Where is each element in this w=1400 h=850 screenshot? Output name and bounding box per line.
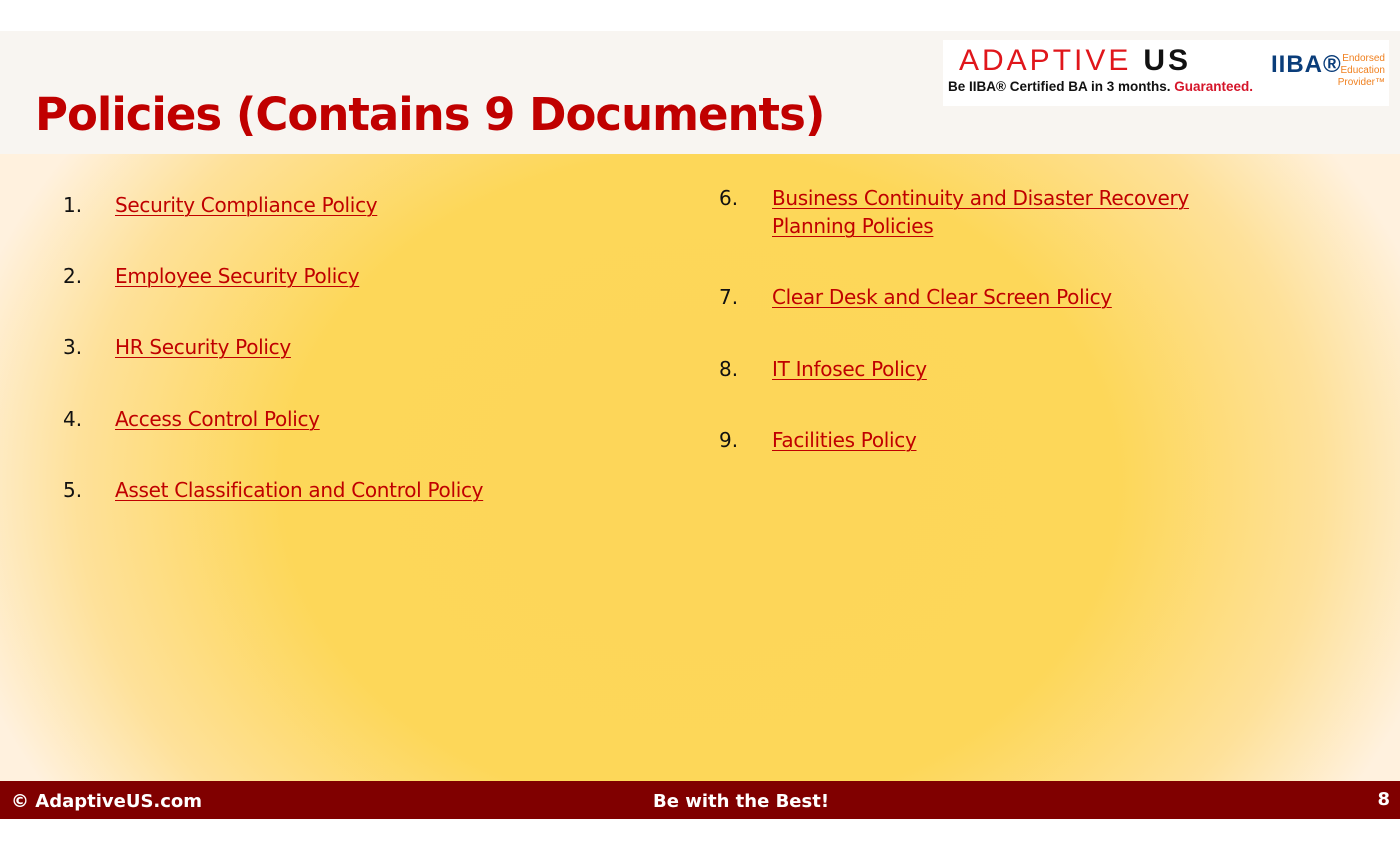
logo-tagline <box>948 78 1253 96</box>
document-link-clear-desk-and-clear-screen-policy[interactable]: Clear Desk and Clear Screen Policy <box>772 285 1112 309</box>
logo-tagline-guaranteed: Guaranteed. <box>1174 79 1254 94</box>
logo-wordmark-us: US <box>1143 44 1192 77</box>
document-link-business-continuity-and-disaster-recovery-planning-policies[interactable]: Business Continuity and Disaster Recovery Planning Policies <box>772 186 1189 238</box>
endorsed-line-2: Education <box>1340 65 1385 76</box>
endorsed-provider-badge <box>1335 53 1385 89</box>
footer-copyright: © AdaptiveUS.com <box>11 791 203 812</box>
document-link-employee-security-policy[interactable]: Employee Security Policy <box>115 264 360 288</box>
page-number: 8 <box>1377 789 1390 810</box>
document-number: 6. <box>719 186 739 210</box>
document-number: 3. <box>63 335 83 359</box>
slide-body <box>0 154 1400 781</box>
document-link-asset-classification-and-control-policy[interactable]: Asset Classification and Control Policy <box>115 478 484 502</box>
footer-slogan: Be with the Best! <box>653 791 830 812</box>
document-number: 9. <box>719 428 739 452</box>
document-number: 2. <box>63 264 83 288</box>
document-number: 7. <box>719 285 739 309</box>
logo-tagline-main: Be IIBA® Certified BA in 3 months. <box>948 79 1171 94</box>
adaptive-us-logo <box>943 40 1389 106</box>
slide-footer <box>0 781 1400 819</box>
logo-wordmark-adaptive: ADAPTIVE <box>959 44 1132 77</box>
document-link-it-infosec-policy[interactable]: IT Infosec Policy <box>772 357 927 381</box>
document-link-hr-security-policy[interactable]: HR Security Policy <box>115 335 291 359</box>
logo-wordmark <box>959 44 1191 78</box>
document-number: 1. <box>63 193 83 217</box>
iiba-logo-icon: IIBA® <box>1271 51 1342 78</box>
document-link-facilities-policy[interactable]: Facilities Policy <box>772 428 917 452</box>
document-link-access-control-policy[interactable]: Access Control Policy <box>115 407 320 431</box>
slide-title: Policies (Contains 9 Documents) <box>35 88 825 141</box>
document-number: 5. <box>63 478 83 502</box>
endorsed-line-1: Endorsed <box>1342 53 1385 64</box>
endorsed-line-3: Provider™ <box>1337 77 1385 88</box>
document-link-security-compliance-policy[interactable]: Security Compliance Policy <box>115 193 378 217</box>
document-number: 8. <box>719 357 739 381</box>
document-number: 4. <box>63 407 83 431</box>
